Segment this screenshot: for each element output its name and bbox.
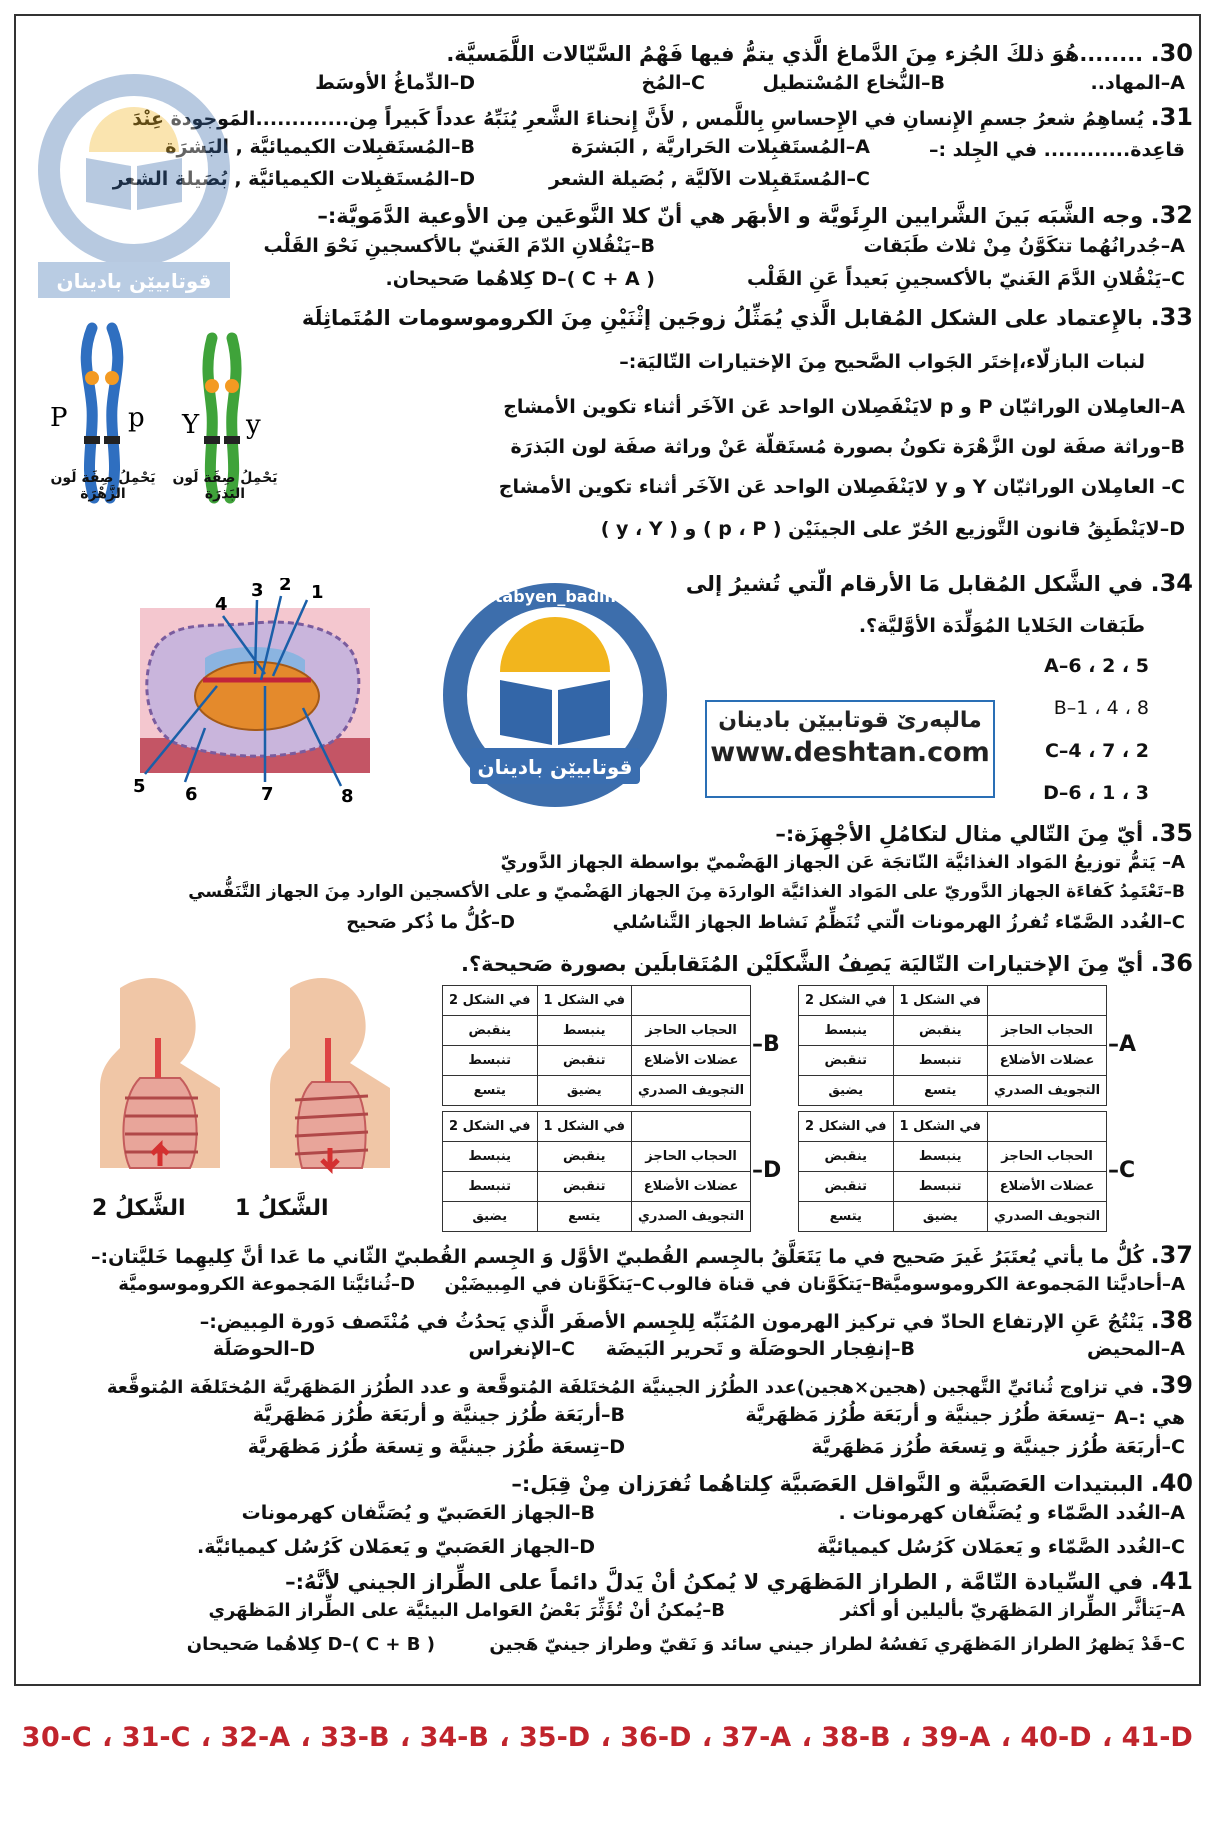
q40-option-c: C–الغُدد الصَّمّاء و يَعمَلان كَرُسُل كيميائيَّة bbox=[817, 1536, 1185, 1558]
q41-stem bbox=[285, 1566, 1193, 1597]
cell: تنقبض bbox=[799, 1046, 894, 1076]
q30-option-a: A–المهاد.. bbox=[1090, 72, 1185, 94]
q34-text: في الشَّكل المُقابل مَا الأرقام الّتي تُشيرُ إلى bbox=[685, 572, 1144, 596]
watermark-top-banner-text: قوتابيێن بادينان bbox=[56, 269, 212, 293]
q30-option-c: C–المُخ bbox=[641, 72, 705, 94]
q33-option-d: D–لايَنْطَبِقُ قانون التَّوزيع الحُرّ على الجينَيْن ( p ، P ) و ( y ، Y ) bbox=[600, 518, 1185, 540]
cell: ينقبض bbox=[799, 1142, 894, 1172]
row-label: عضلات الأضلاع bbox=[988, 1172, 1107, 1202]
cell bbox=[632, 986, 751, 1016]
q37-option-a: A–أحاديَّتا المَجموعة الكروموسوميَّة bbox=[882, 1274, 1185, 1295]
embryo-label-8: 8 bbox=[341, 786, 354, 803]
allele-y: y bbox=[246, 410, 261, 440]
embryo-label-2: 2 bbox=[279, 578, 292, 595]
q32-number: 32. bbox=[1150, 201, 1193, 229]
cell: ينبسط bbox=[799, 1016, 894, 1046]
cell: في الشكل 2 bbox=[443, 1112, 538, 1142]
cell: ينبسط bbox=[893, 1142, 988, 1172]
q33-option-c: C– العامِلان الوراثيّان Y و y لايَنْفَصِلان الواحد عَن الآخَر أثناء تكوين الأمشاج bbox=[498, 476, 1185, 498]
cell: تنقبض bbox=[537, 1172, 632, 1202]
q37-number: 37. bbox=[1150, 1241, 1193, 1269]
q30-stem bbox=[446, 38, 1193, 69]
q36-number: 36. bbox=[1150, 949, 1193, 977]
q39-stem bbox=[107, 1370, 1193, 1403]
q40-stem bbox=[511, 1468, 1193, 1499]
allele-P: P bbox=[50, 403, 68, 433]
cell: في الشكل 1 bbox=[893, 986, 988, 1016]
row-label: الحجاب الحاجز bbox=[632, 1142, 751, 1172]
row-label: التجويف الصدري bbox=[632, 1076, 751, 1106]
caption-flower-color: يَحْمِلُ صِفَة لَون الزَّهْرَة bbox=[50, 470, 156, 502]
caption-seed-color: يَحْمِلُ صِفَة لَون البَذرَة bbox=[172, 470, 278, 502]
q32-text: وجه الشَّبَه بَينَ الشَّرايين الرِئَويَّة و الأبهَر هي أنّ كلا النَّوعَين مِن الأوعية الدَّمَويَّة:– bbox=[317, 204, 1144, 228]
q34-number: 34. bbox=[1150, 569, 1193, 597]
watermark-circle-text: qutabyen_badinan bbox=[471, 587, 639, 606]
cell: تنقبض bbox=[799, 1172, 894, 1202]
figure-2-body bbox=[100, 978, 220, 1168]
q32-option-d: D–( C + A ) كِلاهُما صَحيحان. bbox=[385, 268, 655, 290]
q38-number: 38. bbox=[1150, 1306, 1193, 1334]
q30-option-d: D–الدِّماغُ الأوسَط bbox=[315, 72, 475, 94]
row-label: عضلات الأضلاع bbox=[632, 1172, 751, 1202]
cell: يتسع bbox=[799, 1202, 894, 1232]
embryo-label-6: 6 bbox=[185, 784, 198, 803]
row-label: الحجاب الحاجز bbox=[632, 1016, 751, 1046]
embryo-layers-figure bbox=[115, 578, 385, 803]
watermark-banner-text: قوتابيێن بادينان bbox=[477, 755, 633, 779]
q34-option-d: 3 ، 1 ، 6–D bbox=[1043, 782, 1149, 804]
cell bbox=[988, 1112, 1107, 1142]
q41-option-d: D–( C + B ) كِلاهُما صَحيحان bbox=[186, 1634, 435, 1655]
q33-text: بالإِعتماد على الشكل المُقابل الَّذي يُمَثِّلُ زوجَين إثْنَيْنِ مِنَ الكروموسومات المُتَماثِلَة bbox=[301, 306, 1144, 330]
answer-key: 30-C ، 31-C ، 32-A ، 33-B ، 34-B ، 35-D ، 36-D ، 37-A ، 38-B ، 39-A ، 40-D ، 41-D bbox=[21, 1722, 1194, 1753]
cell bbox=[988, 986, 1107, 1016]
embryo-label-4: 4 bbox=[215, 594, 228, 615]
q31-option-d: D–المُستَقبِلات الكيميائيَّة , بُصَيلة الشعر bbox=[112, 168, 475, 190]
q33-stem bbox=[302, 302, 1193, 333]
q31-option-c: C–المُستَقبِلات الآليَّة , بُصَيلة الشعر bbox=[548, 168, 870, 190]
row-label: الحجاب الحاجز bbox=[988, 1016, 1107, 1046]
q38-option-d: D–الحوصَلَة bbox=[212, 1338, 315, 1360]
q34-option-a: 5 ، 2 ، 6–A bbox=[1044, 655, 1149, 677]
q39-text: في تزاوج ثُنائيِّ التَّهجين (هجين×هجين)عدد الطُرُز الجينيَّة المُختَلفَة المُتوقَّعة و عدد الطُرُز المَظهَريَّة المُختَلفَة المُتوقَّعة bbox=[106, 1377, 1145, 1398]
q31-text: يُساهِمُ شعرُ جسمِ الإِنسانِ في الإِحساسِ بِاللَّمس , لأَنَّ إِنحناءَ الشَّعرِ يُنَبِّهُ عدداً كَبيراً مِن.............المَوجودة عِنْدَ bbox=[132, 108, 1144, 130]
embryo-label-1: 1 bbox=[311, 582, 324, 603]
cell: يتسع bbox=[893, 1076, 988, 1106]
q40-option-a: A–الغُدد الصَّمّاء و يُصَنَّفان كهرمونات . bbox=[838, 1502, 1185, 1524]
cell: ينقبض bbox=[893, 1016, 988, 1046]
allele-p: p bbox=[128, 403, 145, 433]
q35-option-a: A– يَتمُّ توزيعُ المَواد الغذائيَّة النّاتجَة عَن الجهاز الهَضْميّ بواسطة الجهاز الدَّوريّ bbox=[500, 852, 1185, 873]
cell: تنقبض bbox=[537, 1046, 632, 1076]
q36-stem bbox=[461, 948, 1193, 979]
q36-table-b bbox=[442, 985, 751, 1106]
q38-option-c: C–الإنغراس bbox=[468, 1338, 575, 1360]
q36-label-a: –A bbox=[1108, 1032, 1137, 1057]
embryo-label-7: 7 bbox=[261, 784, 274, 803]
q38-stem bbox=[200, 1305, 1193, 1337]
figure-1-body bbox=[270, 978, 390, 1168]
q33-number: 33. bbox=[1150, 303, 1193, 331]
cell: في الشكل 2 bbox=[799, 1112, 894, 1142]
q39-stem-2: هي :–A bbox=[1114, 1407, 1185, 1429]
q32-option-c: C–يَنْقُلانِ الدَّمَ الغَنيّ بالأكسجينِ بَعيداً عَنِ القَلْب bbox=[747, 268, 1185, 290]
site-url[interactable]: www.deshtan.com bbox=[710, 737, 990, 768]
allele-Y: Y bbox=[182, 410, 200, 440]
cell: تنبسط bbox=[893, 1046, 988, 1076]
q31-option-b: B–المُستَقبِلات الكيميائيَّة , البَشرَة bbox=[165, 136, 475, 158]
cell: ينقبض bbox=[537, 1142, 632, 1172]
figure-1-label: الشَّكلُ 1 bbox=[235, 1196, 329, 1221]
cell: تنبسط bbox=[443, 1172, 538, 1202]
q30-number: 30. bbox=[1150, 39, 1193, 67]
row-label: الحجاب الحاجز bbox=[988, 1142, 1107, 1172]
embryo-label-3: 3 bbox=[251, 580, 264, 601]
q38-option-b: B–إنفِجار الحوصَلَة و تَحرير البَيضَة bbox=[605, 1338, 915, 1360]
q41-text: في السِّيادة التّامَّة , الطراز المَظهَري لا يُمكنُ أنْ يَدلَّ دائماً على الطِّراز الجيني لأنَّهُ:– bbox=[285, 1570, 1144, 1594]
cell: يتسع bbox=[537, 1202, 632, 1232]
cell: ينبسط bbox=[443, 1142, 538, 1172]
q40-option-d: D–الجهاز العَصَبيّ و يَعمَلان كَرُسُل كيميائيَّة. bbox=[196, 1536, 595, 1558]
q38-option-a: A–المحيض bbox=[1087, 1338, 1185, 1360]
q36-table-d bbox=[442, 1111, 751, 1232]
watermark-logo-top bbox=[34, 70, 234, 300]
q40-text: الببتيدات العَصَبيَّة و النَّواقل العَصَبيَّة كِلتاهُما تُفرَزان مِنْ قِبَل:– bbox=[511, 1472, 1144, 1496]
cell: يضيق bbox=[537, 1076, 632, 1106]
site-info-box bbox=[705, 700, 995, 798]
embryo-label-5: 5 bbox=[133, 776, 146, 797]
q37-text: كُلُّ ما يأتي يُعتَبَرُ غَيرَ صَحيح في ما يَتَعَلَّقُ بالجِسم القُطبيّ الأوَّل وَ الجِسم القُطبيّ الثّاني ما عَدا أنَّ كِليهِما خَليَّتان:– bbox=[91, 1246, 1144, 1268]
q32-option-b: B–يَنْقُلانِ الدّمَ الغَنيّ بالأكسجينِ نَحْوَ القَلْب bbox=[263, 235, 655, 257]
q30-option-b: B–النُّخاع المُسْتطيل bbox=[762, 72, 945, 94]
q35-option-c: C–الغُدد الصَّمّاء تُفرزُ الهرمونات الّتي تُنَظِّمُ نَشاط الجهاز التَّناسُلي bbox=[612, 912, 1185, 933]
q39-number: 39. bbox=[1150, 1371, 1193, 1399]
breathing-figure bbox=[80, 968, 410, 1198]
q31-option-a: A–المُستَقبِلات الحَراريَّة , البَشرَة bbox=[571, 136, 870, 158]
q35-stem bbox=[775, 818, 1193, 849]
q31-number: 31. bbox=[1150, 103, 1193, 131]
q35-option-d: D–كُلُّ ما ذُكر صَحيح bbox=[346, 912, 515, 933]
watermark-logo-center bbox=[440, 580, 670, 810]
cell: في الشكل 2 bbox=[799, 986, 894, 1016]
cell: يضيق bbox=[893, 1202, 988, 1232]
cell: يضيق bbox=[443, 1202, 538, 1232]
q32-option-a: A–جُدرانُهُما تتكَوَّنُ مِنْ ثلاث طَبَقات bbox=[863, 235, 1185, 257]
cell: في الشكل 1 bbox=[537, 1112, 632, 1142]
cell: في الشكل 2 bbox=[443, 986, 538, 1016]
q41-option-c: C–قَدْ يَظهرُ الطراز المَظهَري نَفسُهُ لطراز جيني سائد وَ نَقيّ وطراز جينيّ هَجين bbox=[489, 1634, 1185, 1655]
row-label: التجويف الصدري bbox=[988, 1076, 1107, 1106]
q37-option-b: B–يَتكَوَّنان في قناة فالوب bbox=[657, 1274, 885, 1295]
q30-text: ........هُوَ ذلكَ الجُزء مِنَ الدَّماغ الَّذي يتمُّ فيها فَهْمُ السَّيّالات اللَّمَسيَّة. bbox=[446, 42, 1144, 66]
row-label: عضلات الأضلاع bbox=[988, 1046, 1107, 1076]
row-label: التجويف الصدري bbox=[988, 1202, 1107, 1232]
q31-stem bbox=[132, 102, 1193, 134]
q34-stem-2: طَبَقات الخَلايا المُوَلِّدَة الأوَّليَّة؟. bbox=[858, 615, 1145, 637]
q35-option-b: B–تَعْتَمِدُ كَفاءَة الجهاز الدَّوريّ على المَواد الغذائيَّة الواردَة مِنَ الجهاز الهَضْميّ و على الأكسجين الوارد مِنَ الجهاز التَّنَفُّسي bbox=[188, 882, 1185, 902]
q36-label-c: –C bbox=[1108, 1158, 1136, 1183]
q34-stem bbox=[686, 568, 1193, 599]
q37-option-d: D–ثُنائيَّتا المَجموعة الكروموسوميَّة bbox=[118, 1274, 415, 1295]
site-title: مالپەرێ قوتابيێن بادينان bbox=[718, 708, 982, 733]
q41-option-b: B–يُمكنُ أنْ تُؤَثِّرَ بَعْضُ العَوامل البيئيَّة على الطِّراز المَظهَري bbox=[208, 1600, 725, 1621]
q41-number: 41. bbox=[1150, 1567, 1193, 1595]
q33-option-b: B–وراثة صفَة لون الزَّهْرَة تكونُ بصورة مُستَقلّة عَنْ وراثة صفَة لون البَذرَة bbox=[510, 436, 1185, 458]
cell: يتسع bbox=[443, 1076, 538, 1106]
q37-option-c: C–يَتكَوَّنان في المِبيضَيْن bbox=[444, 1274, 655, 1295]
row-label: عضلات الأضلاع bbox=[632, 1046, 751, 1076]
q36-label-d: –D bbox=[752, 1158, 782, 1183]
q36-table-a bbox=[798, 985, 1107, 1106]
q36-table-c bbox=[798, 1111, 1107, 1232]
q31-stem-2: قاعِدة............ في الجِلد :– bbox=[928, 139, 1185, 161]
q39-option-a: –تِسعَة طُرُز جينيَّة و أربَعَة طُرُز مَظهَريَّة bbox=[745, 1404, 1105, 1426]
q38-text: يَنْتُجُ عَنِ الإرتفاع الحادّ في تركيز الهرمون المُنَبِّه لِلجِسم الأصفَر الَّذي يَحدُثُ في مُنْتَصف دَورة المِبيض:– bbox=[199, 1311, 1144, 1333]
q33-stem-2: لنبات البازلّاء،إختَر الجَواب الصَّحيح مِنَ الإختيارات التّاليَة:– bbox=[619, 351, 1145, 373]
q41-option-a: A–يَتأثَّر الطِّراز المَظهَريّ بأليلين أو أكثر bbox=[840, 1600, 1185, 1621]
cell: في الشكل 1 bbox=[537, 986, 632, 1016]
cell: تنبسط bbox=[893, 1172, 988, 1202]
q36-label-b: –B bbox=[752, 1032, 780, 1057]
q39-option-b: B–أربَعَة طُرُز جينيَّة و أربَعَة طُرُز مَظهَريَّة bbox=[252, 1404, 625, 1426]
q39-option-c: C–أربَعَة طُرُز جينيَّة و تِسعَة طُرُز مَظهَريَّة bbox=[811, 1436, 1185, 1458]
q33-option-a: A–العامِلان الوراثيّان P و p لايَنْفَصِلان الواحد عَن الآخَر أثناء تكوين الأمشاج bbox=[503, 396, 1185, 418]
q34-option-c: 2 ، 7 ، 4–C bbox=[1044, 740, 1149, 762]
q32-stem bbox=[317, 200, 1193, 231]
cell: يضيق bbox=[799, 1076, 894, 1106]
q36-text: أيّ مِنَ الإختيارات التّاليَة يَصِفُ الشَّكلَيْن المُتَقابلَين بصورة صَحيحة؟. bbox=[460, 952, 1144, 976]
cell bbox=[632, 1112, 751, 1142]
cell: ينقبض bbox=[443, 1016, 538, 1046]
q37-stem bbox=[91, 1240, 1193, 1272]
q34-option-b: 8 ، 4 ، 1–B bbox=[1053, 697, 1149, 719]
cell: تنبسط bbox=[443, 1046, 538, 1076]
q35-text: أيّ مِنَ التّالي مثال لتكامُلِ الأجْهِزَة:– bbox=[775, 822, 1144, 846]
q40-number: 40. bbox=[1150, 1469, 1193, 1497]
q35-number: 35. bbox=[1150, 819, 1193, 847]
row-label: التجويف الصدري bbox=[632, 1202, 751, 1232]
q40-option-b: B–الجهاز العَصَبيّ و يُصَنَّفان كهرمونات bbox=[241, 1502, 595, 1524]
cell: في الشكل 1 bbox=[893, 1112, 988, 1142]
cell: ينبسط bbox=[537, 1016, 632, 1046]
q39-option-d: D–تِسعَة طُرُز جينيَّة و تِسعَة طُرُز مَظهَريَّة bbox=[247, 1436, 625, 1458]
figure-2-label: الشَّكلُ 2 bbox=[92, 1196, 186, 1221]
yolk-sac bbox=[195, 662, 319, 730]
